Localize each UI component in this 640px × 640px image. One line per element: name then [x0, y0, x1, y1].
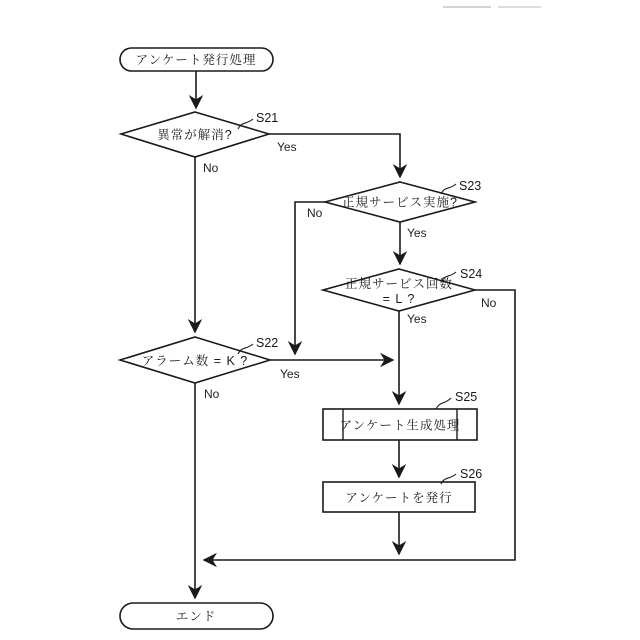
node-s23 [325, 179, 481, 222]
s26-label: アンケートを発行 [345, 491, 453, 505]
node-s24 [323, 267, 482, 311]
s22-yes-label: Yes [280, 367, 300, 381]
s22-label: アラーム数 = K ? [141, 354, 249, 368]
s23-yes-label: Yes [407, 226, 427, 240]
s23-no-label: No [307, 206, 323, 220]
s24-step-label: S24 [460, 267, 483, 281]
end-label: エンド [175, 609, 217, 624]
s23-label: 正規サービス実施? [342, 195, 458, 210]
node-start [120, 48, 273, 71]
s25-label: アンケート生成処理 [339, 418, 461, 433]
s22-step-label: S22 [256, 336, 279, 350]
node-s21 [121, 111, 278, 157]
s25-leader-line [436, 398, 451, 409]
s24-label-line1: 正規サービス回数 [344, 277, 454, 291]
s23-leader-line [441, 184, 456, 194]
s26-step-label: S26 [460, 467, 483, 481]
s21-no-label: No [203, 161, 219, 175]
s24-label-line2: = L ? [382, 292, 416, 306]
s24-yes-label: Yes [407, 312, 427, 326]
s21-step-label: S21 [256, 111, 279, 125]
s23-step-label: S23 [459, 179, 482, 193]
s24-no-label: No [481, 296, 497, 310]
s21-yes-label: Yes [277, 140, 297, 154]
s21-label: 異常が解消? [157, 128, 233, 142]
node-end [120, 603, 273, 629]
start-label: アンケート発行処理 [135, 53, 257, 67]
s25-step-label: S25 [455, 390, 478, 404]
edge-s23-no-to-junction [295, 202, 325, 354]
node-s26 [323, 467, 482, 512]
node-s22 [120, 336, 278, 383]
faint-header-text [443, 6, 541, 8]
node-s25 [323, 390, 477, 440]
s22-no-label: No [204, 387, 220, 401]
